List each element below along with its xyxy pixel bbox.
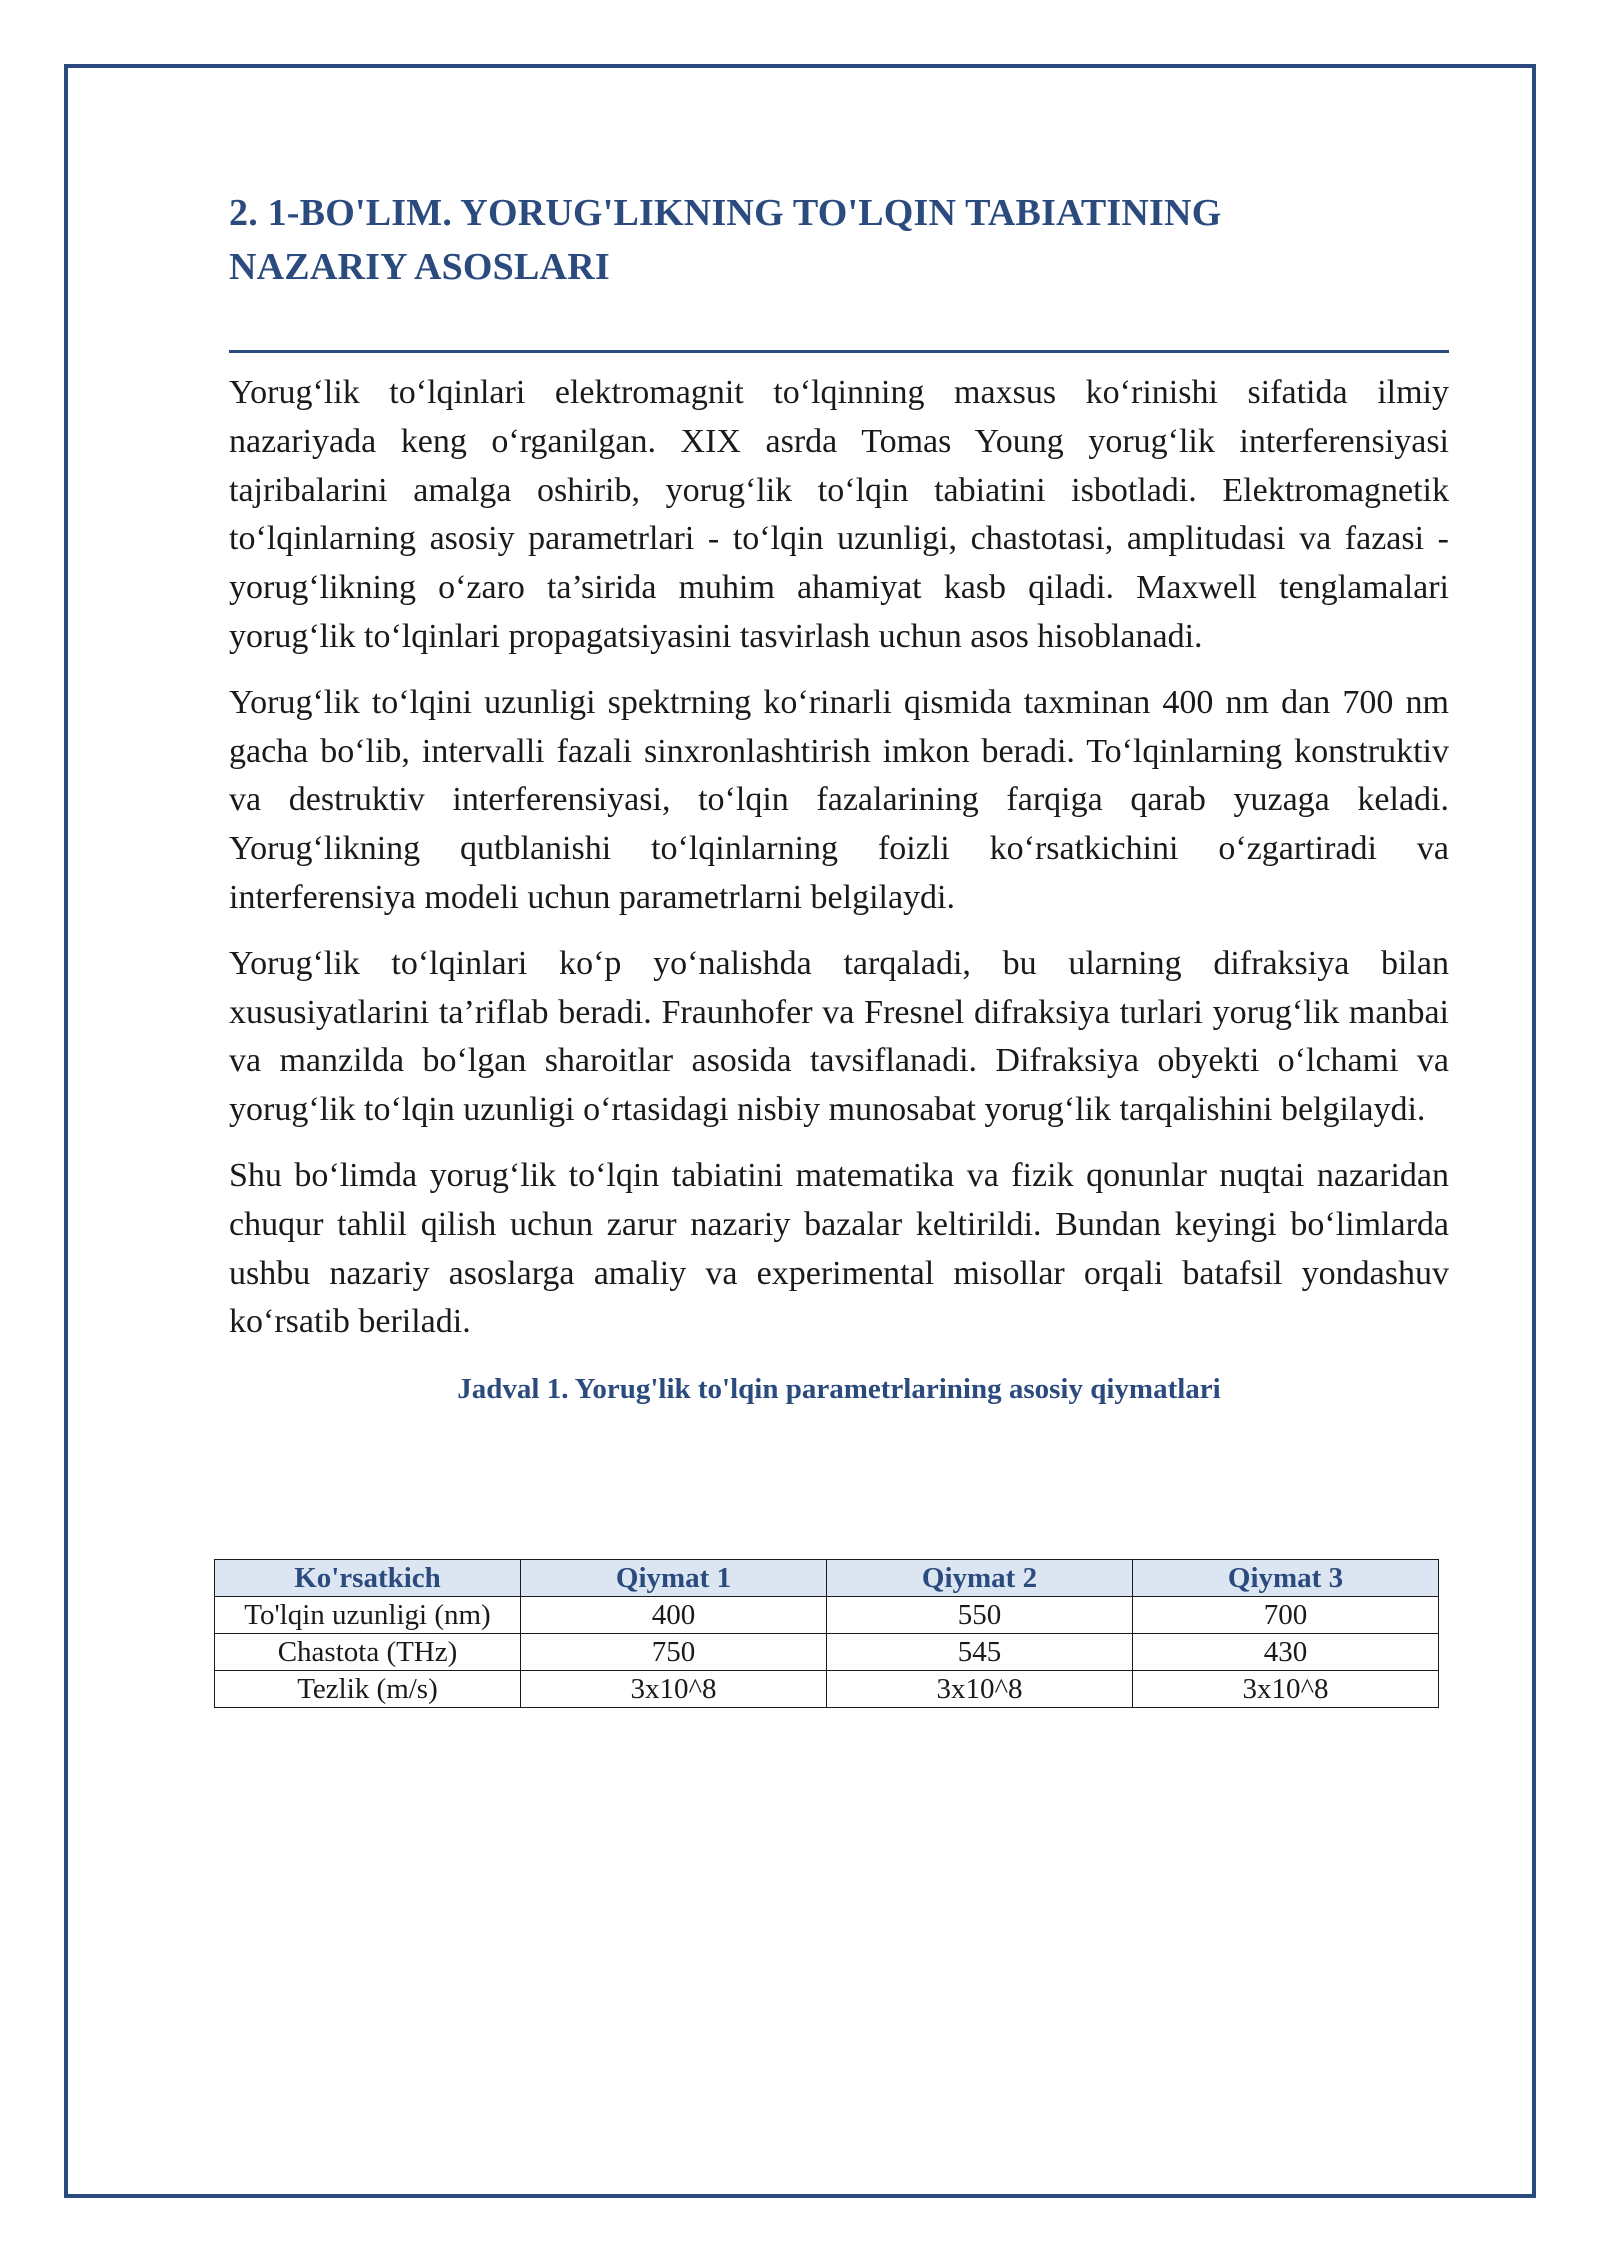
paragraph-4: Shu bo‘limda yorug‘lik to‘lqin tabiatini matematika va fizik qonunlar nuqtai nazaridan chuqur tahlil qilish uchun zarur nazariy bazalar keltirildi. Bundan keyingi bo‘limlarda ushbu nazariy asoslarga amaliy va experimental misollar orqali batafsil yondashuv ko‘rsatib beriladi. — [229, 1156, 1449, 1341]
table-header-cell: Ko'rsatkich — [215, 1560, 521, 1597]
table-header-cell: Qiymat 2 — [827, 1560, 1133, 1597]
title-divider — [229, 350, 1449, 353]
table-cell: 430 — [1133, 1634, 1439, 1671]
table-cell: 3x10^8 — [1133, 1671, 1439, 1708]
paragraph-1: Yorug‘lik to‘lqinlari elektromagnit to‘lqinning maxsus ko‘rinishi sifatida ilmiy nazariyada keng o‘rganilgan. XIX asrda Tomas Young yorug‘lik interferensiyasi tajribalarini amalga oshirib, yorug‘lik to‘lqin tabiatini isbotladi. Elektromagnetik to‘lqinlarning asosiy parametrlari - to‘lqin uzunligi, chastotasi, amplitudasi va fazasi - yorug‘likning o‘zaro ta’sirida muhim ahamiyat kasb qiladi. Maxwell tenglamalari yorug‘lik to‘lqinlari propagatsiyasini tasvirlash uchun asos hisoblanadi. — [229, 374, 1449, 655]
table-cell: 700 — [1133, 1597, 1439, 1634]
table-cell: Tezlik (m/s) — [215, 1671, 521, 1708]
table-header-cell: Qiymat 1 — [521, 1560, 827, 1597]
paragraph-2: Yorug‘lik to‘lqini uzunligi spektrning ko‘rinarli qismida taxminan 400 nm dan 700 nm gacha bo‘lib, intervalli fazali sinxronlashtirish imkon beradi. To‘lqinlarning konstruktiv va destruktiv interferensiyasi, to‘lqin fazalarining farqiga qarab yuzaga keladi. Yorug‘likning qutblanishi to‘lqinlarning foizli ko‘rsatkichini o‘zgartiradi va interferensiya modeli uchun parametrlarni belgilaydi. — [229, 683, 1449, 916]
table-cell: 400 — [521, 1597, 827, 1634]
table-header-cell: Qiymat 3 — [1133, 1560, 1439, 1597]
parameters-table — [214, 1559, 1439, 1708]
table-cell: 550 — [827, 1597, 1133, 1634]
table-cell: To'lqin uzunligi (nm) — [215, 1597, 521, 1634]
document-body — [229, 186, 1449, 1409]
table-cell: 3x10^8 — [827, 1671, 1133, 1708]
table-cell: 750 — [521, 1634, 827, 1671]
table-row — [215, 1597, 1439, 1634]
table-cell: 545 — [827, 1634, 1133, 1671]
paragraph-3: Yorug‘lik to‘lqinlari ko‘p yo‘nalishda tarqaladi, bu ularning difraksiya bilan xususiyatlarini ta’riflab beradi. Fraunhofer va Fresnel difraksiya turlari yorug‘lik manbai va manzilda bo‘lgan sharoitlar asosida tavsiflanadi. Difraksiya obyekti o‘lchami va yorug‘lik to‘lqin uzunligi o‘rtasidagi nisbiy munosabat yorug‘lik tarqalishini belgilaydi. — [229, 944, 1449, 1129]
table-header-row — [215, 1560, 1439, 1597]
table-row — [215, 1671, 1439, 1708]
section-title — [229, 186, 1449, 294]
table-cell: Chastota (THz) — [215, 1634, 521, 1671]
section-title-line-1: 2. 1-BO'LIM. YORUG'LIKNING TO'LQIN TABIATINING — [229, 192, 1222, 234]
section-title-line-2: NAZARIY ASOSLARI — [229, 246, 610, 288]
table-cell: 3x10^8 — [521, 1671, 827, 1708]
table-row — [215, 1634, 1439, 1671]
table-caption: Jadval 1. Yorug'lik to'lqin parametrlarining asosiy qiymatlari — [457, 1373, 1221, 1406]
